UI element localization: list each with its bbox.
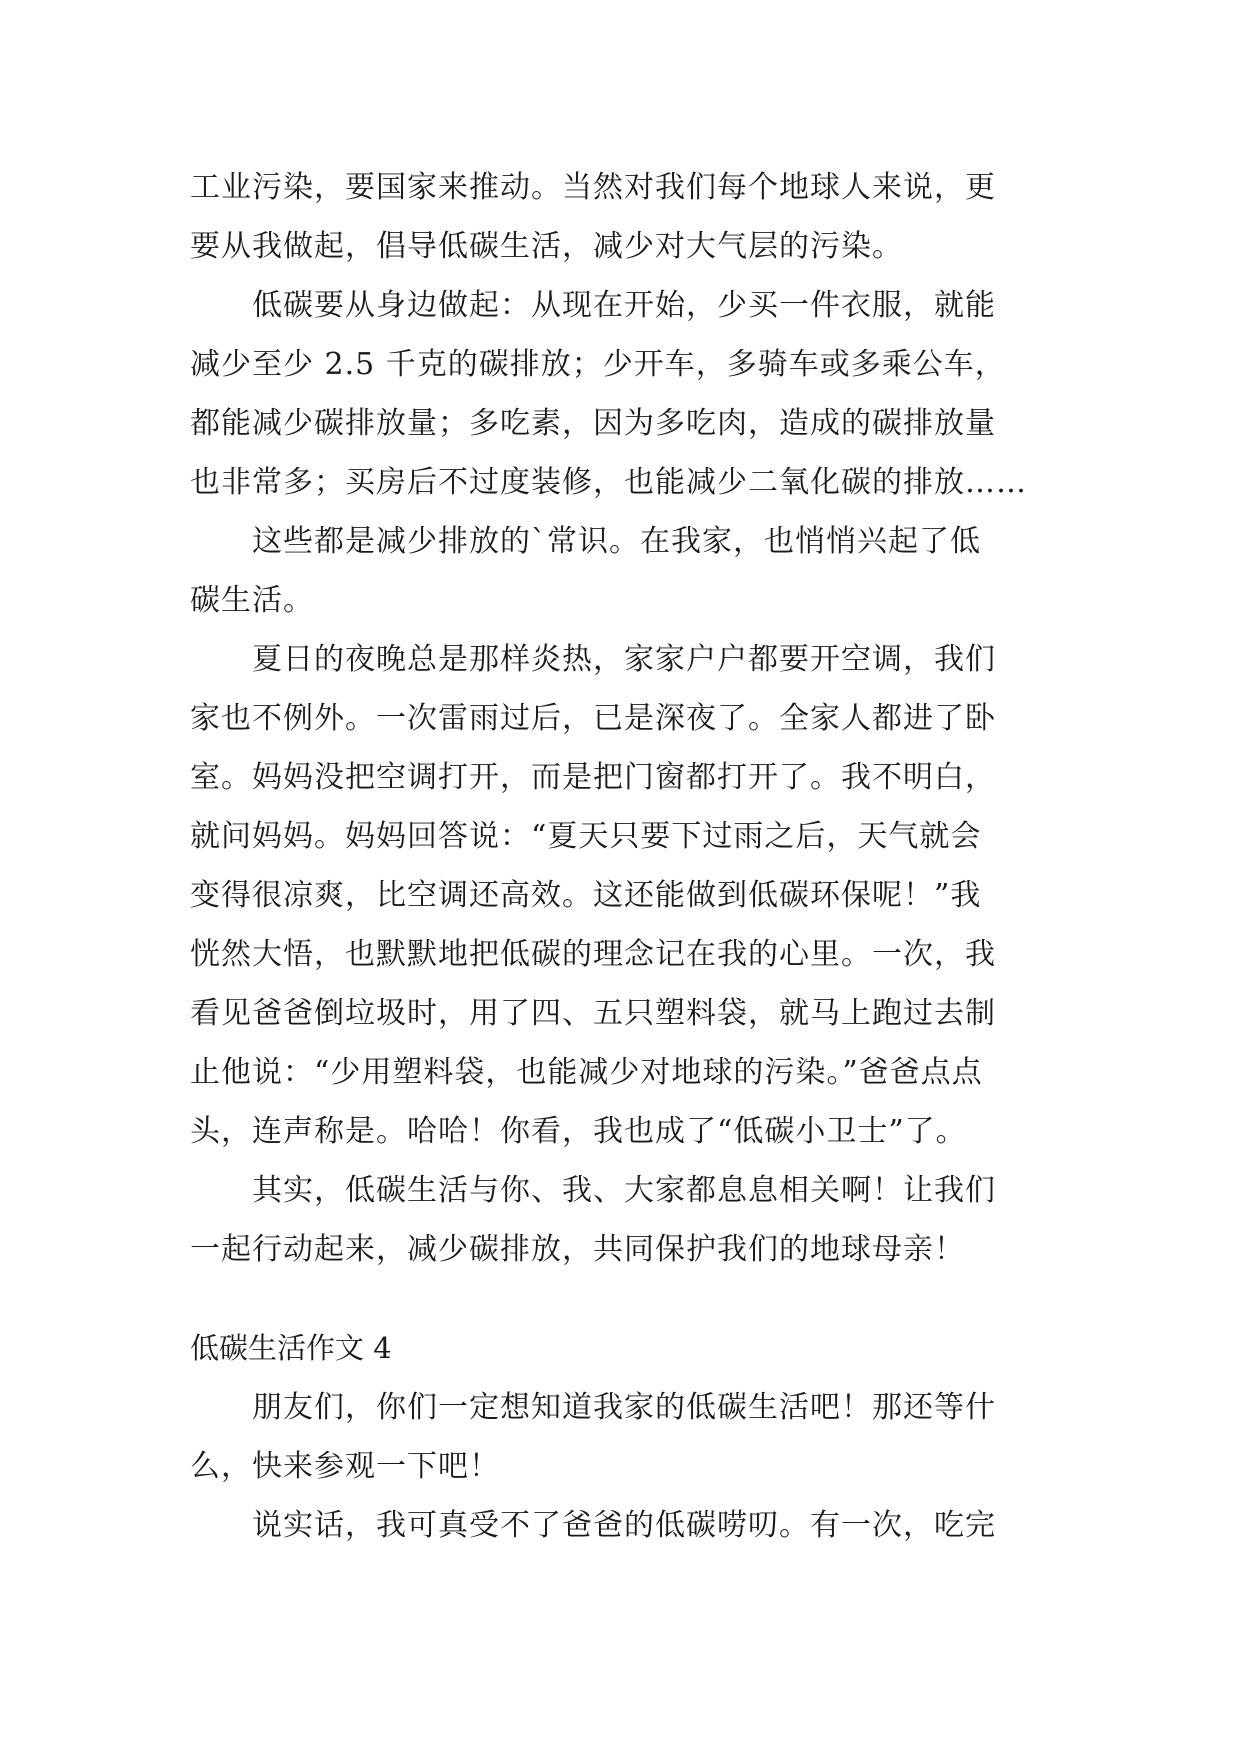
text-line: 变得很凉爽，比空调还高效。这还能做到低碳环保呢！”我 <box>190 878 982 913</box>
text-line: 都能减少碳排放量；多吃素，因为多吃肉，造成的碳排放量 <box>190 406 996 441</box>
text-line: 减少至少 2.5 千克的碳排放；少开车，多骑车或多乘公车， <box>190 347 1006 382</box>
text-line: 碳生活。 <box>190 583 314 618</box>
text-line: 看见爸爸倒垃圾时，用了四、五只塑料袋，就马上跑过去制 <box>190 996 996 1031</box>
paragraph-start-line: 低碳要从身边做起：从现在开始，少买一件衣服，就能 <box>252 288 996 323</box>
text-line: 要从我做起，倡导低碳生活，减少对大气层的污染。 <box>190 229 903 264</box>
paragraph-start-line: 说实话，我可真受不了爸爸的低碳唠叨。有一次，吃完 <box>252 1508 996 1543</box>
paragraph-start-line: 夏日的夜晚总是那样炎热，家家户户都要开空调，我们 <box>252 642 996 677</box>
paragraph-start-line: 这些都是减少排放的`常识。在我家，也悄悄兴起了低 <box>252 524 981 559</box>
text-line: 工业污染，要国家来推动。当然对我们每个地球人来说，更 <box>190 170 996 205</box>
text-line: 一起行动起来，减少碳排放，共同保护我们的地球母亲！ <box>190 1232 965 1267</box>
section-heading: 低碳生活作文 4 <box>190 1331 392 1365</box>
text-line: 家也不例外。一次雷雨过后，已是深夜了。全家人都进了卧 <box>190 701 996 736</box>
section-gap <box>190 1279 1050 1319</box>
text-line: 么，快来参观一下吧！ <box>190 1449 500 1484</box>
text-line: 止他说：“少用塑料袋，也能减少对地球的污染。”爸爸点点 <box>190 1055 983 1090</box>
text-line: 也非常多；买房后不过度装修，也能减少二氧化碳的排放…… <box>190 465 1027 500</box>
text-line: 头，连声称是。哈哈！你看，我也成了“低碳小卫士”了。 <box>190 1114 967 1149</box>
text-line: 就问妈妈。妈妈回答说：“夏天只要下过雨之后，天气就会 <box>190 819 982 854</box>
essay-body <box>190 158 1050 1555</box>
text-line: 恍然大悟，也默默地把低碳的理念记在我的心里。一次，我 <box>190 937 996 972</box>
paragraph-start-line: 其实，低碳生活与你、我、大家都息息相关啊！让我们 <box>252 1173 996 1208</box>
paragraph-start-line: 朋友们，你们一定想知道我家的低碳生活吧！那还等什 <box>252 1390 996 1425</box>
text-line: 室。妈妈没把空调打开，而是把门窗都打开了。我不明白， <box>190 760 996 795</box>
